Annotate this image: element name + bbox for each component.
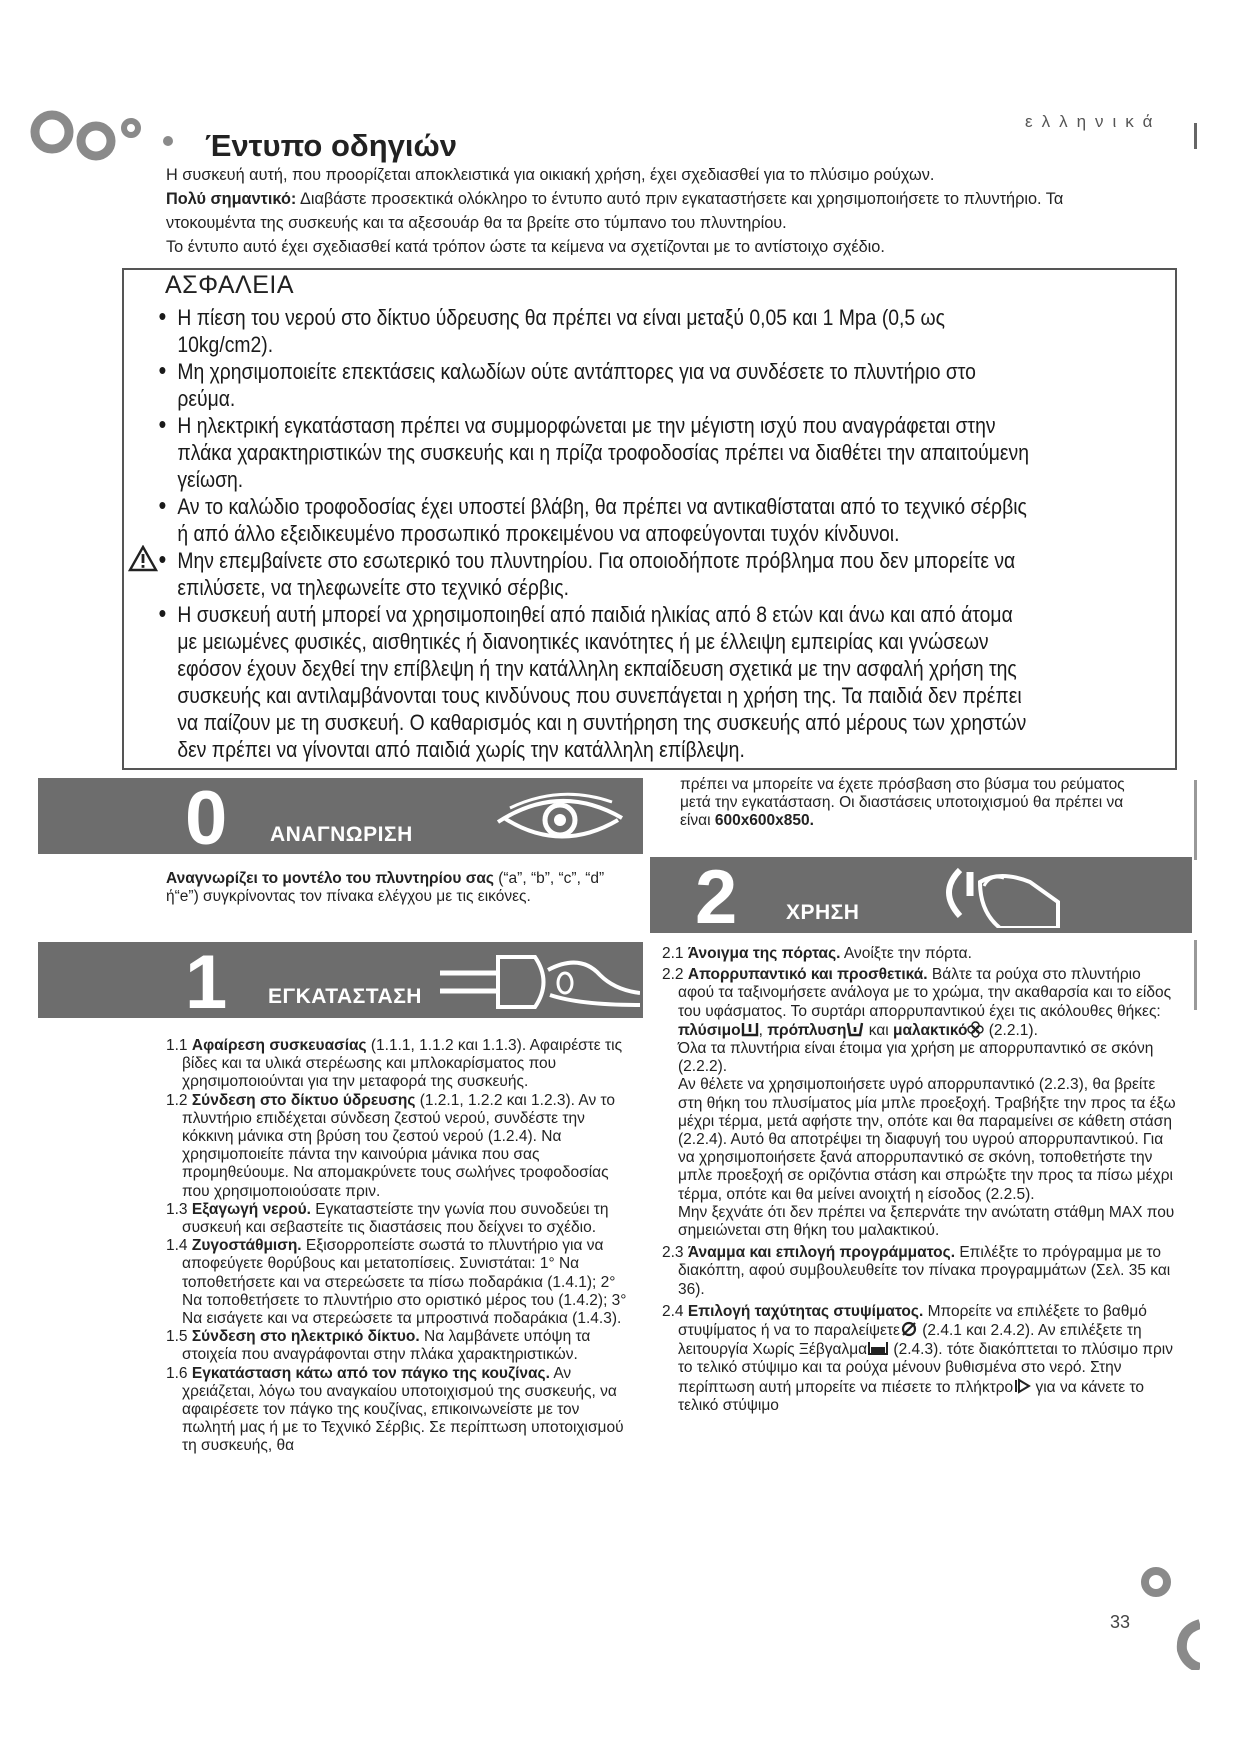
intro-text — [166, 163, 1156, 259]
play-step-icon — [1013, 1378, 1031, 1394]
ref-2-2-1: (2.2.1). — [984, 1021, 1038, 1039]
item-1-2 — [166, 1092, 636, 1201]
item-number: 2.1 — [662, 945, 684, 962]
safety-item: • Μην επεμβαίνετε στο εσωτερικό του πλυντηρίου. Για οποιοδήποτε πρόβλημα που δεν μπορείτε να επιλύσετε, να τηλεφωνείτε στο τεχνικό σέρβις. — [155, 547, 1032, 601]
item-body: (1.2.1, 1.2.2 και 1.2.3). Αν το πλυντήριο επιδέχεται σύνδεση ζεστού νερού, συνδέστε την κόκκινη μάνικα στη βρύση του ζεστού νερού (1.2.4). Να χρησιμοποιείτε πάντα την καινούρια μάνικα που σας προμηθεύουμε. Να απομακρύνετε τους σωλήνες τροφοδοσίας που χρησιμοποιούσατε πριν. — [182, 1091, 616, 1200]
item-1-1 — [166, 1037, 636, 1092]
item-body: (1.1.1, 1.1.2 και 1.1.3). Αφαιρέστε τις βίδες και τα υλικά στερέωσης και μπλοκαρίσματος που χρησιμοποιούνται για την μεταφορά της συσκευής. — [182, 1037, 623, 1091]
section-1-text — [166, 1037, 636, 1456]
page-edge-line — [1194, 780, 1197, 860]
item-heading: Άναμμα και επιλογή προγράμματος. — [687, 1244, 956, 1262]
item-body: Αν χρειάζεται, λόγω του αναγκαίου υποτοιχισμού της συσκευής, να αφαιρέσετε τον πάγκο της κουζίνας, επικοινωνείστε με τον πωλητή μας ή με το Τεχνικό Σέρβις. Σε περίπτωση υποτοιχισμού τη συσκευής, θα — [182, 1364, 624, 1455]
section-2-label: ΧΡΗΣΗ — [786, 901, 860, 924]
wash-label: πλύσιμο — [678, 1021, 741, 1039]
item-body: Μπορείτε να επιλέξετε το βαθμό στυψίματος ή να το παραλείψετε — [678, 1302, 1147, 1340]
prewash-compartment-icon — [846, 1021, 864, 1037]
page-number: 33 — [1110, 1612, 1131, 1632]
item-body: Βάλτε τα ρούχα στο πλυντήριο αφού τα ταξινομήσετε ανάλογα με το χρώμα, την ακαθαρσία και το είδος του υφάσματος. Το συρτάρι απορρυπαντικού έχει τις ακόλουθες θήκες: — [678, 966, 1172, 1020]
item-body-4: Μην ξεχνάτε ότι δεν πρέπει να ξεπερνάτε την ανώτατη στάθμη MAX που σημειώνεται στη θήκη του μαλακτικού. — [678, 1203, 1175, 1240]
item-body: Ανοίξτε την πόρτα. — [840, 945, 972, 962]
built-in-dimensions: 600x600x850. — [714, 812, 814, 830]
language-label: ελληνικά — [1025, 112, 1162, 131]
wash-compartment-icon — [741, 1021, 759, 1037]
section-0-label: ΑΝΑΓΝΩΡΙΣΗ — [270, 823, 413, 846]
intro-important — [166, 187, 1156, 235]
item-body-2: (2.4.1 και 2.4.2). Αν επιλέξετε τη λειτουργία Χωρίς Ξέβγαλμα — [678, 1322, 1142, 1359]
item-1-3 — [166, 1201, 636, 1237]
intro-line-1: Η συσκευή αυτή, που προορίζεται αποκλειστικά για οικιακή χρήση, έχει σχεδιασθεί για το πλύσιμο ρούχων. — [166, 166, 935, 184]
section-0-bold: Αναγνωρίζει το μοντέλο του πλυντηρίου σας — [166, 870, 494, 887]
rinse-hold-icon — [867, 1340, 889, 1356]
decorative-circles-bottom-icon — [1130, 1560, 1200, 1670]
item-heading: Αφαίρεση συσκευασίας — [191, 1037, 367, 1054]
item-1-6 — [166, 1365, 636, 1456]
and-word: και — [864, 1021, 894, 1039]
item-body: Να λαμβάνετε υπόψη τα στοιχεία που αναγράφονται στην πλάκα χαρακτηριστικών. — [182, 1328, 591, 1364]
page-title: Έντυπο οδηγιών — [205, 128, 457, 163]
item-heading: Εξαγωγή νερού. — [191, 1200, 311, 1218]
item-heading: Ζυγοστάθμιση. — [191, 1237, 302, 1255]
right-top-text — [680, 776, 1150, 831]
item-heading: Άνοιγμα της πόρτας. — [687, 945, 841, 962]
safety-item: • Η ηλεκτρική εγκατάσταση πρέπει να συμμορφώνεται με την μέγιστη ισχύ που αναγράφεται στην πλάκα χαρακτηριστικών της συσκευής και η πρίζα τροφοδοσίας πρέπει να διαθέτει την απαιτούμενη γείωση. — [155, 412, 1032, 493]
safety-item: • Μη χρησιμοποιείτε επεκτάσεις καλωδίων ούτε αντάπτορες για να συνδέσετε το πλυντήριο στο ρεύμα. — [155, 358, 1032, 412]
safety-list — [155, 304, 1032, 763]
item-heading: Σύνδεση στο ηλεκτρικό δίκτυο. — [191, 1328, 420, 1346]
softener-flower-icon — [967, 1021, 984, 1038]
item-body: Εξισορροπείστε σωστά το πλυντήριο για να αποφεύγετε θορύβους και μετατοπίσεις. Συνιστάται: 1° Να τοποθετήσετε και να στερεώσετε τα πίσω ποδαράκια (1.4.1); 2° Να τοποθετήσετε το πλυντήριο στο οριστικό μέρος του (1.4.2); 3° Να εισάγετε και να στερεώσετε τα μπροστινά ποδαράκια (1.4.3). — [182, 1237, 627, 1328]
section-0-rest: (“a”, “b”, “c”, “d” ή“e”) συγκρίνοντας τον πίνακα ελέγχου με τις εικόνες. — [166, 870, 605, 906]
section-2-text — [662, 945, 1177, 1415]
important-label: Πολύ σημαντικό: — [166, 190, 297, 208]
item-number: 1.6 — [166, 1364, 188, 1382]
item-2-3 — [662, 1244, 1177, 1299]
item-body-3: (2.4.3). τότε διακόπτεται το πλύσιμο πριν το τελικό στύψιμο και τα ρούχα μένουν βυθισμένα στο νερό. Στην περίπτωση αυτή μπορείτε να πιέσετε το πλήκτρο — [678, 1341, 1173, 1396]
item-heading: Εγκατάσταση κάτω από τον πάγκο της κουζίνας. — [191, 1364, 550, 1382]
item-number: 1.4 — [166, 1237, 188, 1255]
item-body: Εγκαταστείστε την γωνία που συνοδεύει τη συσκευή και σεβαστείτε τις διαστάσεις που δείχνει το σχέδιο. — [182, 1200, 609, 1237]
section-0-number: 0 — [185, 776, 228, 861]
prewash-label: πρόπλυση — [767, 1021, 847, 1039]
finger-press-icon — [930, 862, 1060, 928]
item-2-1 — [662, 945, 1177, 963]
section-2-number: 2 — [695, 855, 738, 940]
item-number: 2.3 — [662, 1244, 684, 1262]
item-number: 1.3 — [166, 1200, 188, 1218]
item-1-4 — [166, 1237, 636, 1328]
item-body-2: Όλα τα πλυντήρια είναι έτοιμα για χρήση με απορρυπαντικό σε σκόνη (2.2.2). — [678, 1040, 1154, 1076]
page-edge-line-2 — [1194, 940, 1197, 1010]
item-heading: Επιλογή ταχύτητας στυψίματος. — [687, 1302, 924, 1320]
important-text: Διαβάστε προσεκτικά ολόκληρο το έντυπο αυτό πριν εγκαταστήσετε και χρησιμοποιήσετε το πλυντήριο. Τα ντοκουμέντα της συσκευής και τα αξεσουάρ θα τα βρείτε στο τύμπανο του πλυντηρίου. — [166, 190, 1064, 232]
safety-item: • Η συσκευή αυτή μπορεί να χρησιμοποιηθεί από παιδιά ηλικίας από 8 ετών και άνω και από άτομα με μειωμένες φυσικές, αισθητικές ή διανοητικές ικανότητες ή με έλλειψη εμπειρίας και γνώσεων εφόσον έχουν δεχθεί την επίβλεψη ή την κατάλληλη εκπαίδευση σχετικά με την ασφαλή χρήση της συσκευής και αντιλαμβάνονται τους κινδύνους που συνεπάγεται η χρήση της. Τα παιδιά δεν πρέπει να παίζουν με τη συσκευή. Ο καθαρισμός και η συντήρηση της συσκευής από μέρους των χρηστών δεν πρέπει να γίνονται από παιδιά χωρίς την κατάλληλη επίβλεψη. — [155, 601, 1032, 763]
item-1-5 — [166, 1328, 636, 1364]
safety-item: • Η πίεση του νερού στο δίκτυο ύδρευσης θα πρέπει να είναι μεταξύ 0,05 και 1 Mpa (0,5 ως 10kg/cm2). — [155, 304, 1032, 358]
item-2-2: 2.2 Απορρυπαντικό και προσθετικά. Βάλτε τα ρούχα στο πλυντήριο αφού τα ταξινομήσετε ανάλογα με το χρώμα, την ακαθαρσία και το είδος του υφάσματος. Το συρτάρι απορρυπαντικού έχει τις ακόλουθες θήκες: πλύσιμο , πρόπλυση και μαλακτικό (2.2.1). Όλα τα πλυντήρια είναι έτοιμα για χρήση με απορρυπαντικό σε σκόνη (2.2.2). Αν θέλετε να χρησιμοποιήσετε υγρό απορρυπαντικό (2.2.3), θα βρείτε στη θήκη του πλυσίματος μία μπλε προεξοχή. Τραβήξτε την προς τα έξω μέχρι τέρμα, μετά αφήστε την, οπότε και θα παραμείνει σε κάθετη στάση (2.2.4). Αυτό θα αποτρέψει τη διαφυγή του υγρού απορρυπαντικού. Για να χρησιμοποιήσετε ξανά απορρυπαντικό σε σκόνη, τοποθετήστε την μπλε προεξοχή σε οριζόντια στάση και σπρώξτε την προς τα πίσω μέχρι τέρμα, οπότε και θα μείνει ανοιχτή η είσοδος (2.2.5). Μην ξεχνάτε ότι δεν πρέπει να ξεπερνάτε την ανώτατη στάθμη MAX που σημειώνεται στη θήκη του μαλακτικού. — [662, 966, 1176, 1240]
section-1-number: 1 — [185, 940, 228, 1025]
item-number: 2.4 — [662, 1302, 684, 1320]
page-edge-mark — [1194, 123, 1197, 149]
plug-icon — [440, 945, 640, 1015]
safety-item: • Αν το καλώδιο τροφοδοσίας έχει υποστεί βλάβη, θα πρέπει να αντικαθίσταται από το τεχνικό σέρβις ή από άλλο εξειδικευμένο προσωπικό προκειμένου να αποφεύγονται τυχόν κίνδυνοι. — [155, 493, 1032, 547]
item-body-4: για να κάνετε το τελικό στύψιμο — [678, 1378, 1145, 1414]
softener-label: μαλακτικό — [893, 1021, 968, 1039]
section-1-label: ΕΓΚΑΤΑΣΤΑΣΗ — [268, 985, 422, 1008]
item-body-3: Αν θέλετε να χρησιμοποιήσετε υγρό απορρυπαντικό (2.2.3), θα βρείτε στη θήκη του πλυσίματος μία μπλε προεξοχή. Τραβήξτε την προς τα έξω μέχρι τέρμα, μετά αφήστε την, οπότε και θα παραμείνει σε κάθετη στάση (2.2.4). Αυτό θα αποτρέψει τη διαφυγή του υγρού απορρυπαντικού. Για να χρησιμοποιήσετε ξανά απορρυπαντικό σε σκόνη, τοποθετήστε την μπλε προεξοχή σε οριζόντια στάση και σπρώξτε την προς τα πίσω μέχρι τέρμα, οπότε και θα μείνει ανοιχτή η είσοδος (2.2.5). — [678, 1076, 1176, 1203]
item-number: 1.2 — [166, 1091, 188, 1109]
eye-icon — [490, 788, 630, 850]
item-heading: Απορρυπαντικό και προσθετικά. — [687, 966, 928, 984]
safety-title: ΑΣΦΑΛΕΙΑ — [165, 271, 295, 299]
item-heading: Σύνδεση στο δίκτυο ύδρευσης — [191, 1091, 416, 1109]
warning-triangle-icon — [128, 545, 158, 572]
section-0-text — [166, 870, 636, 906]
item-body: Επιλέξτε το πρόγραμμα με το διακόπτη, αφού συμβουλευθείτε τον πίνακα προγραμμάτων (Σελ. 35 και 36). — [678, 1244, 1171, 1298]
no-spin-icon — [900, 1321, 918, 1337]
item-number: 1.5 — [166, 1328, 188, 1346]
item-2-4 — [662, 1303, 1177, 1415]
intro-line-3: Το έντυπο αυτό έχει σχεδιασθεί κατά τρόπον ώστε τα κείμενα να σχετίζονται με το αντίστοιχο σχέδιο. — [166, 238, 885, 256]
item-number: 1.1 — [166, 1037, 188, 1054]
right-top-body: πρέπει να μπορείτε να έχετε πρόσβαση στο βύσμα του ρεύματος μετά την εγκατάσταση. Οι διαστάσεις υποτοιχισμού θα πρέπει να είναι — [680, 776, 1125, 830]
item-number: 2.2 — [662, 966, 684, 984]
